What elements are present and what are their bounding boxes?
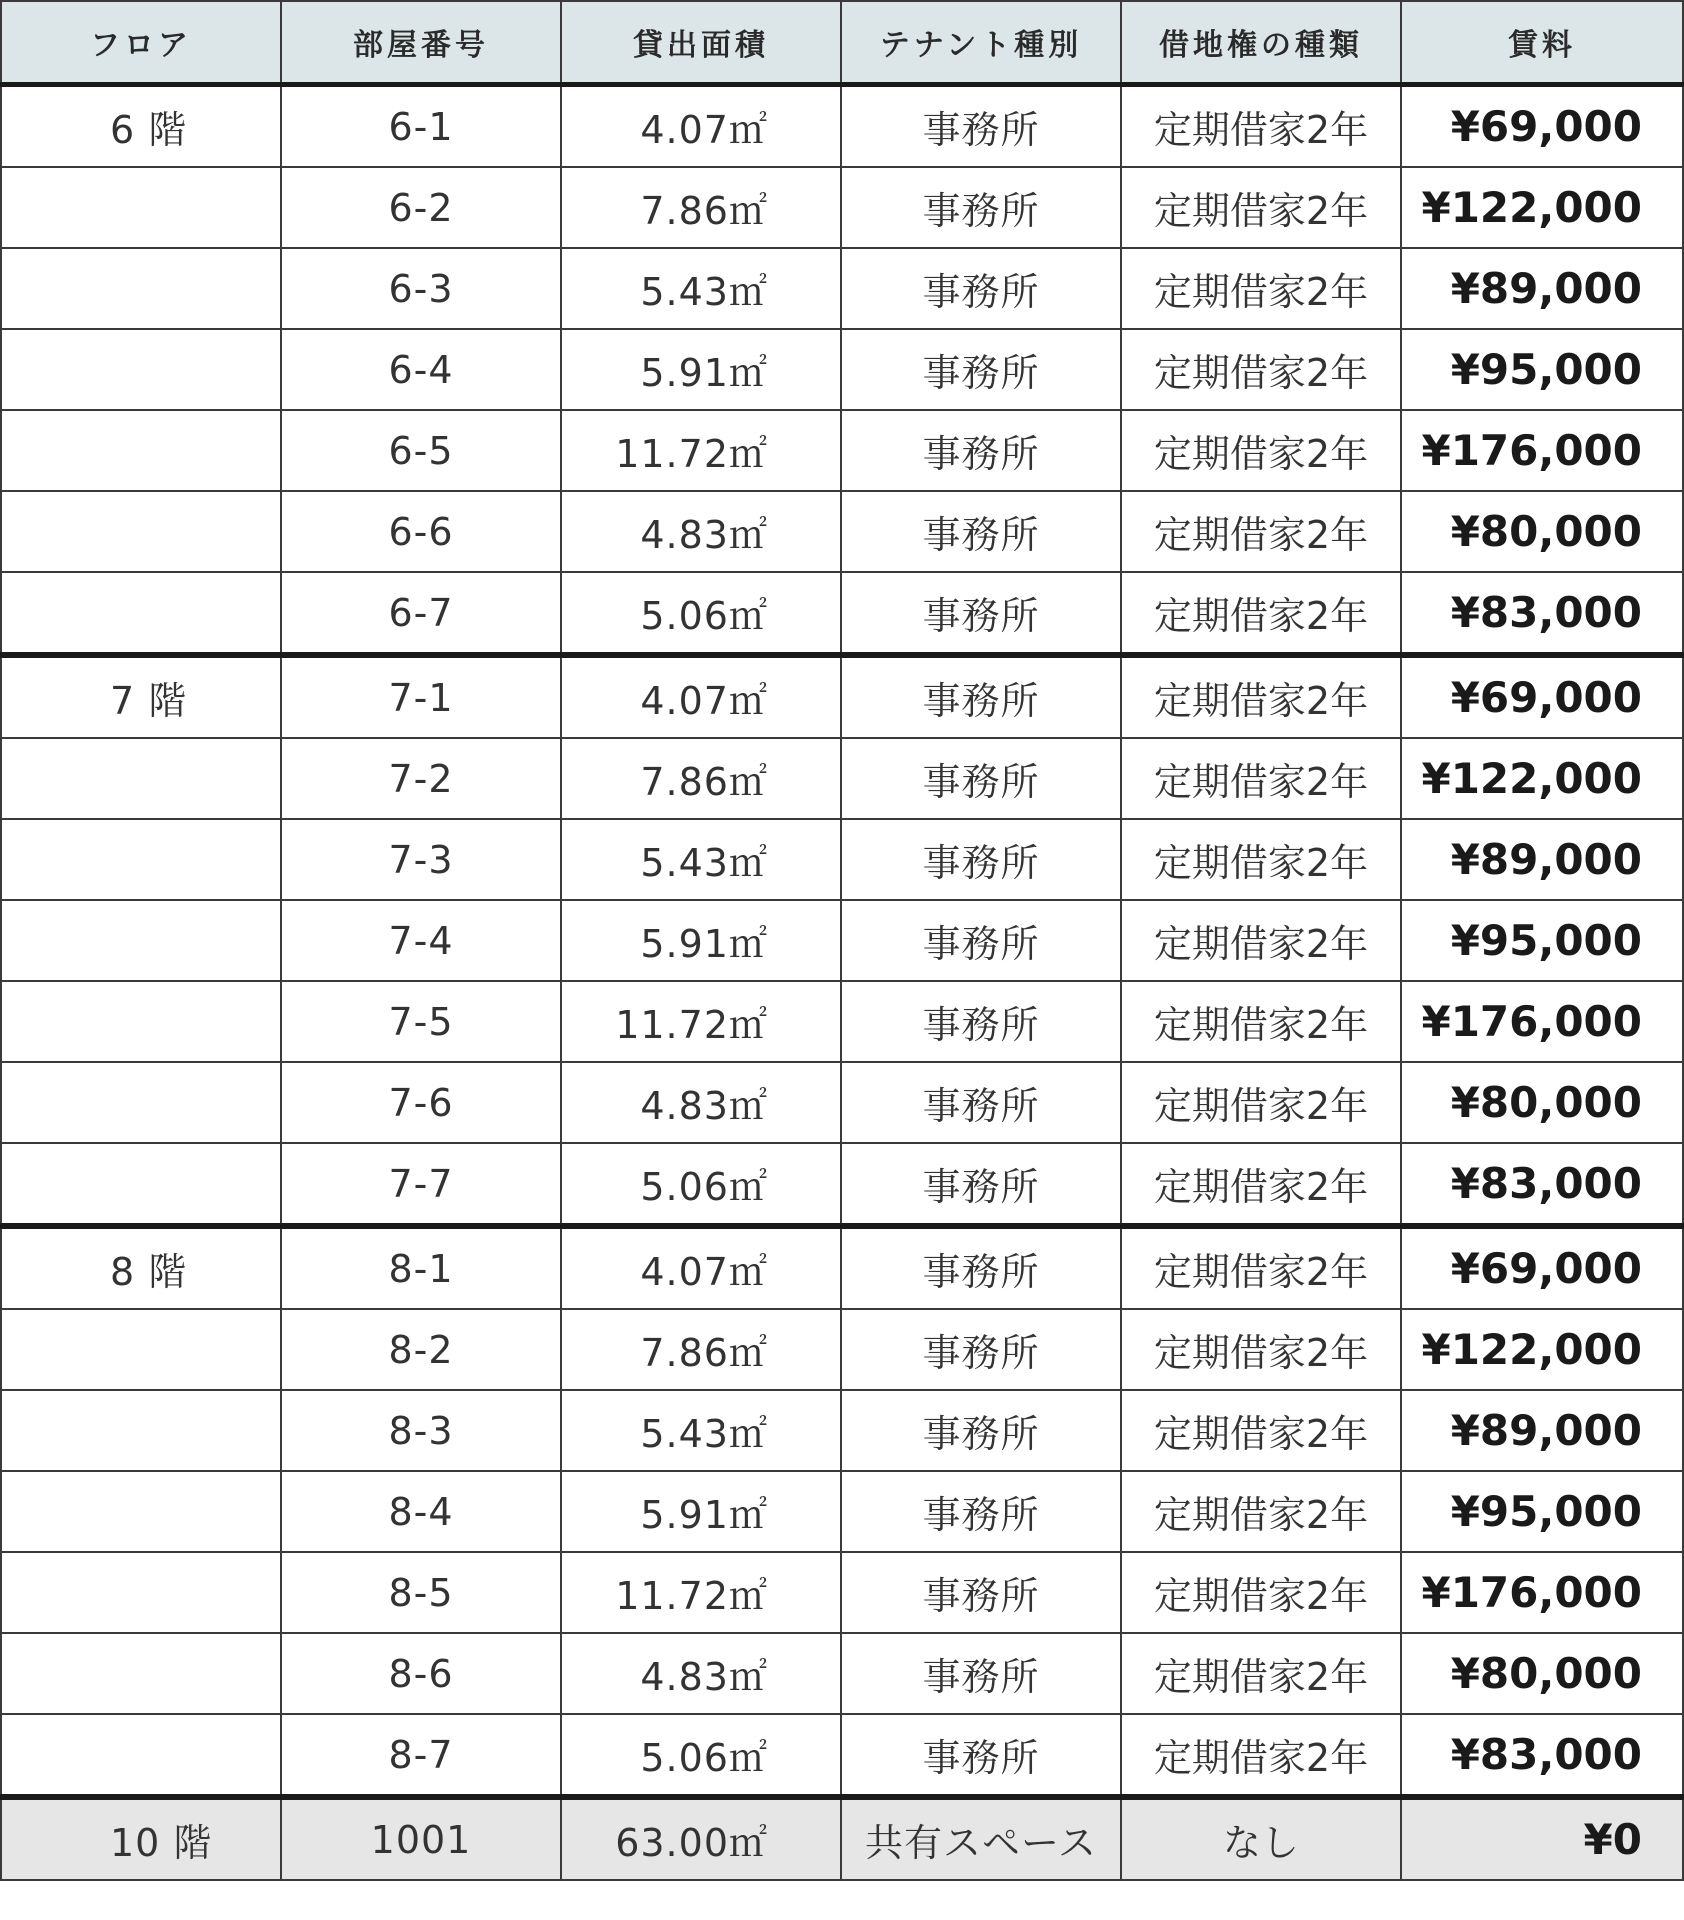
- room-number-cell: 7-3: [281, 819, 561, 900]
- lease-type-cell: 定期借家2年: [1121, 329, 1401, 410]
- table-row: [1, 572, 1683, 655]
- rent-cell: ¥95,000: [1401, 329, 1683, 410]
- rent-cell: ¥89,000: [1401, 819, 1683, 900]
- lease-type-cell: 定期借家2年: [1121, 1471, 1401, 1552]
- room-number-cell: 6-2: [281, 167, 561, 248]
- lease-type-cell: 定期借家2年: [1121, 85, 1401, 168]
- tenant-type-cell: 事務所: [841, 1062, 1121, 1143]
- tenant-type-cell: 事務所: [841, 1471, 1121, 1552]
- tenant-type-cell: 事務所: [841, 1633, 1121, 1714]
- header-floor: フロア: [1, 1, 281, 85]
- rent-cell: ¥69,000: [1401, 85, 1683, 168]
- room-number-cell: 7-6: [281, 1062, 561, 1143]
- rent-cell: ¥83,000: [1401, 1143, 1683, 1226]
- header-rental-area: 貸出面積: [561, 1, 841, 85]
- rent-cell: ¥80,000: [1401, 1062, 1683, 1143]
- floor-cell: [1, 1471, 281, 1552]
- table-row: [1, 1143, 1683, 1226]
- rental-area-cell: 5.06㎡: [561, 1143, 841, 1226]
- room-number-cell: 7-1: [281, 655, 561, 738]
- room-number-cell: 8-6: [281, 1633, 561, 1714]
- room-number-cell: 6-7: [281, 572, 561, 655]
- room-number-cell: 8-2: [281, 1309, 561, 1390]
- lease-type-cell: 定期借家2年: [1121, 1552, 1401, 1633]
- table-row: [1, 1390, 1683, 1471]
- lease-type-cell: 定期借家2年: [1121, 981, 1401, 1062]
- table-row: [1, 900, 1683, 981]
- lease-type-cell: 定期借家2年: [1121, 900, 1401, 981]
- header-row: [1, 1, 1683, 85]
- tenant-type-cell: 事務所: [841, 329, 1121, 410]
- lease-type-cell: 定期借家2年: [1121, 1062, 1401, 1143]
- room-number-cell: 7-7: [281, 1143, 561, 1226]
- rent-cell: ¥80,000: [1401, 491, 1683, 572]
- tenant-type-cell: 事務所: [841, 85, 1121, 168]
- floor-cell: [1, 738, 281, 819]
- room-number-cell: 8-3: [281, 1390, 561, 1471]
- rent-cell: ¥83,000: [1401, 1714, 1683, 1797]
- rent-cell: ¥83,000: [1401, 572, 1683, 655]
- rent-cell: ¥0: [1401, 1797, 1683, 1880]
- rental-area-cell: 5.06㎡: [561, 572, 841, 655]
- rental-area-cell: 7.86㎡: [561, 167, 841, 248]
- floor-cell: [1, 248, 281, 329]
- table-row: [1, 1633, 1683, 1714]
- floor-cell: [1, 900, 281, 981]
- tenant-type-cell: 共有スペース: [841, 1797, 1121, 1880]
- table-row: [1, 1226, 1683, 1309]
- floor-cell: [1, 1714, 281, 1797]
- room-number-cell: 8-4: [281, 1471, 561, 1552]
- rental-area-cell: 5.91㎡: [561, 1471, 841, 1552]
- rental-area-cell: 4.07㎡: [561, 655, 841, 738]
- rental-area-cell: 11.72㎡: [561, 981, 841, 1062]
- header-lease-type: 借地権の種類: [1121, 1, 1401, 85]
- tenant-type-cell: 事務所: [841, 1226, 1121, 1309]
- rental-area-cell: 4.07㎡: [561, 1226, 841, 1309]
- tenant-type-cell: 事務所: [841, 491, 1121, 572]
- table-row: [1, 491, 1683, 572]
- room-number-cell: 6-5: [281, 410, 561, 491]
- lease-type-cell: 定期借家2年: [1121, 248, 1401, 329]
- floor-cell: [1, 1143, 281, 1226]
- rental-area-cell: 7.86㎡: [561, 738, 841, 819]
- tenant-type-cell: 事務所: [841, 900, 1121, 981]
- room-number-cell: 8-7: [281, 1714, 561, 1797]
- header-tenant-type: テナント種別: [841, 1, 1121, 85]
- room-number-cell: 8-1: [281, 1226, 561, 1309]
- lease-type-cell: 定期借家2年: [1121, 1226, 1401, 1309]
- table-row: [1, 1471, 1683, 1552]
- table-row: [1, 655, 1683, 738]
- header-rent: 賃料: [1401, 1, 1683, 85]
- lease-type-cell: 定期借家2年: [1121, 1309, 1401, 1390]
- rental-area-cell: 4.07㎡: [561, 85, 841, 168]
- floor-cell: 8 階: [1, 1226, 281, 1309]
- rent-cell: ¥176,000: [1401, 1552, 1683, 1633]
- table-row: [1, 167, 1683, 248]
- table-row: [1, 410, 1683, 491]
- floor-cell: [1, 1390, 281, 1471]
- rental-area-cell: 5.43㎡: [561, 1390, 841, 1471]
- rental-area-cell: 5.43㎡: [561, 248, 841, 329]
- lease-type-cell: 定期借家2年: [1121, 410, 1401, 491]
- floor-cell: [1, 491, 281, 572]
- rent-cell: ¥122,000: [1401, 1309, 1683, 1390]
- floor-cell: [1, 329, 281, 410]
- room-number-cell: 7-5: [281, 981, 561, 1062]
- floor-cell: [1, 819, 281, 900]
- table-row: [1, 1552, 1683, 1633]
- rental-area-cell: 5.06㎡: [561, 1714, 841, 1797]
- lease-type-cell: 定期借家2年: [1121, 572, 1401, 655]
- tenant-type-cell: 事務所: [841, 167, 1121, 248]
- rent-cell: ¥176,000: [1401, 981, 1683, 1062]
- lease-type-cell: 定期借家2年: [1121, 655, 1401, 738]
- tenant-type-cell: 事務所: [841, 738, 1121, 819]
- lease-type-cell: 定期借家2年: [1121, 1390, 1401, 1471]
- rent-cell: ¥95,000: [1401, 1471, 1683, 1552]
- tenant-type-cell: 事務所: [841, 410, 1121, 491]
- rent-cell: ¥69,000: [1401, 655, 1683, 738]
- table-row: [1, 248, 1683, 329]
- table-row: [1, 1714, 1683, 1797]
- floor-cell: [1, 981, 281, 1062]
- rent-cell: ¥89,000: [1401, 248, 1683, 329]
- rent-cell: ¥122,000: [1401, 167, 1683, 248]
- room-number-cell: 6-4: [281, 329, 561, 410]
- rental-area-cell: 4.83㎡: [561, 491, 841, 572]
- tenant-type-cell: 事務所: [841, 1714, 1121, 1797]
- rental-area-cell: 11.72㎡: [561, 410, 841, 491]
- room-number-cell: 6-1: [281, 85, 561, 168]
- header-room-number: 部屋番号: [281, 1, 561, 85]
- table-row: [1, 738, 1683, 819]
- tenant-type-cell: 事務所: [841, 1143, 1121, 1226]
- rent-cell: ¥89,000: [1401, 1390, 1683, 1471]
- lease-type-cell: 定期借家2年: [1121, 1714, 1401, 1797]
- rental-area-cell: 5.91㎡: [561, 329, 841, 410]
- table-body: [1, 85, 1683, 1881]
- room-number-cell: 1001: [281, 1797, 561, 1880]
- room-number-cell: 6-3: [281, 248, 561, 329]
- table-row: [1, 329, 1683, 410]
- tenant-type-cell: 事務所: [841, 1552, 1121, 1633]
- table-row: [1, 1062, 1683, 1143]
- room-number-cell: 8-5: [281, 1552, 561, 1633]
- tenant-type-cell: 事務所: [841, 248, 1121, 329]
- floor-cell: [1, 410, 281, 491]
- floor-cell: [1, 1633, 281, 1714]
- tenant-type-cell: 事務所: [841, 981, 1121, 1062]
- rent-cell: ¥176,000: [1401, 410, 1683, 491]
- table-row: [1, 1309, 1683, 1390]
- tenant-type-cell: 事務所: [841, 1309, 1121, 1390]
- table-header: [1, 1, 1683, 85]
- table-row: [1, 981, 1683, 1062]
- lease-type-cell: 定期借家2年: [1121, 819, 1401, 900]
- rental-area-cell: 5.91㎡: [561, 900, 841, 981]
- lease-type-cell: 定期借家2年: [1121, 1143, 1401, 1226]
- rent-cell: ¥69,000: [1401, 1226, 1683, 1309]
- lease-type-cell: 定期借家2年: [1121, 491, 1401, 572]
- rental-area-cell: 5.43㎡: [561, 819, 841, 900]
- rent-cell: ¥95,000: [1401, 900, 1683, 981]
- rental-area-cell: 4.83㎡: [561, 1062, 841, 1143]
- floor-cell: 7 階: [1, 655, 281, 738]
- rent-cell: ¥80,000: [1401, 1633, 1683, 1714]
- floor-cell: [1, 1552, 281, 1633]
- room-number-cell: 7-4: [281, 900, 561, 981]
- floor-cell: [1, 572, 281, 655]
- floor-cell: [1, 1062, 281, 1143]
- rent-cell: ¥122,000: [1401, 738, 1683, 819]
- room-number-cell: 6-6: [281, 491, 561, 572]
- floor-cell: [1, 1309, 281, 1390]
- room-number-cell: 7-2: [281, 738, 561, 819]
- tenant-type-cell: 事務所: [841, 1390, 1121, 1471]
- floor-cell: 10 階: [1, 1797, 281, 1880]
- floor-cell: 6 階: [1, 85, 281, 168]
- rental-area-cell: 63.00㎡: [561, 1797, 841, 1880]
- lease-type-cell: 定期借家2年: [1121, 167, 1401, 248]
- table-row: [1, 85, 1683, 168]
- floor-cell: [1, 167, 281, 248]
- tenant-type-cell: 事務所: [841, 819, 1121, 900]
- rental-area-cell: 4.83㎡: [561, 1633, 841, 1714]
- table-row: [1, 819, 1683, 900]
- lease-type-cell: 定期借家2年: [1121, 738, 1401, 819]
- rental-area-cell: 7.86㎡: [561, 1309, 841, 1390]
- rental-area-cell: 11.72㎡: [561, 1552, 841, 1633]
- table-row: [1, 1797, 1683, 1880]
- tenant-type-cell: 事務所: [841, 655, 1121, 738]
- tenant-type-cell: 事務所: [841, 572, 1121, 655]
- lease-type-cell: なし: [1121, 1797, 1401, 1880]
- lease-type-cell: 定期借家2年: [1121, 1633, 1401, 1714]
